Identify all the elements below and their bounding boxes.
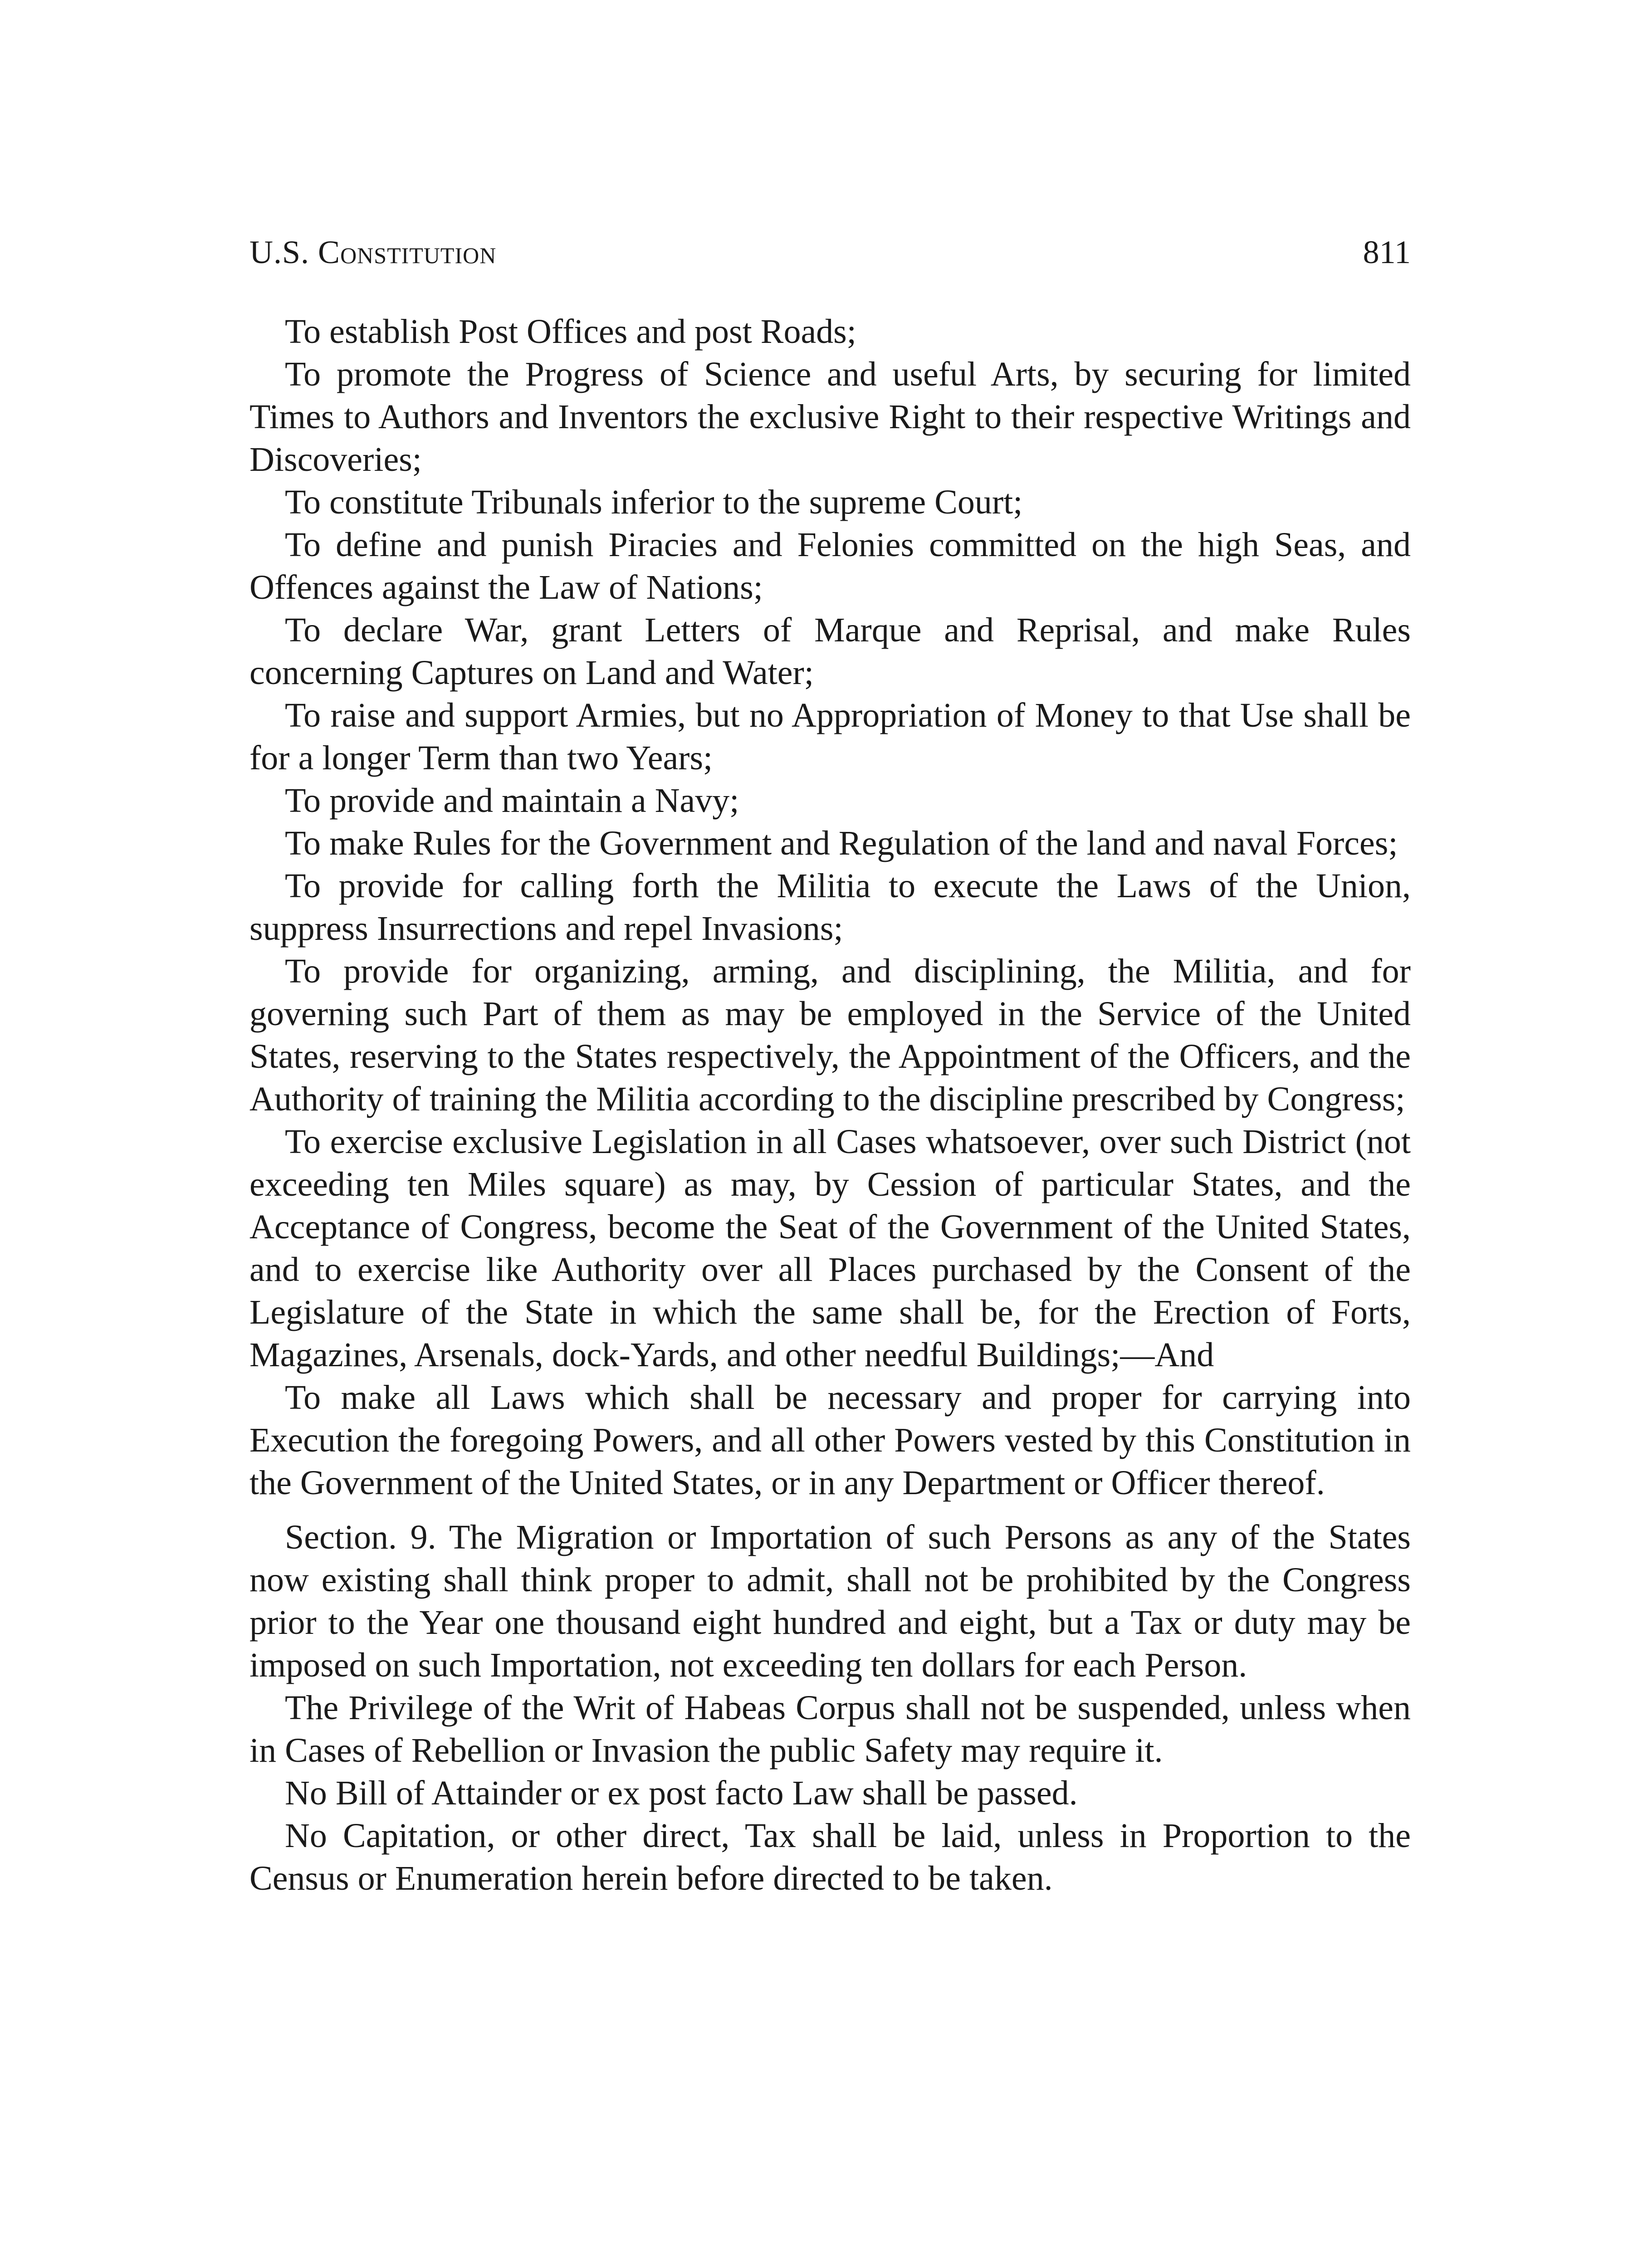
paragraph-navy: To provide and maintain a Navy;	[285, 782, 739, 820]
body-text	[249, 310, 1411, 1900]
paragraph-habeas-corpus: The Privilege of the Writ of Habeas Corpus shall not be suspended, unless when in Cases of Rebellion or Invasion the public Safety may require it.	[249, 1689, 1411, 1769]
paragraph-militia-organizing: To provide for organizing, arming, and disciplining, the Militia, and for governing such Part of them as may be employed in the Service of the United States, reserving to the States respectively, the Appointment of the Officers, and the Authority of training the Militia according to the discipline prescribed by Congress;	[249, 952, 1411, 1118]
document-page	[249, 227, 1411, 1900]
paragraph-piracies: To define and punish Piracies and Felonies committed on the high Seas, and Offences against the Law of Nations;	[249, 526, 1411, 606]
paragraph-bill-of-attainder: No Bill of Attainder or ex post facto Law shall be passed.	[285, 1774, 1078, 1812]
page-number: 811	[1363, 234, 1411, 270]
paragraph-progress-of-science: To promote the Progress of Science and useful Arts, by securing for limited Times to Authors and Inventors the exclusive Right to their respective Writings and Discoveries;	[249, 355, 1411, 479]
paragraph-necessary-and-proper: To make all Laws which shall be necessary and proper for carrying into Execution the foregoing Powers, and all other Powers vested by this Constitution in the Government of the United States, or in any Department or Officer thereof.	[249, 1378, 1411, 1502]
paragraph-exclusive-legislation: To exercise exclusive Legislation in all Cases whatsoever, over such District (not exceeding ten Miles square) as may, by Cession of particular States, and the Acceptance of Congress, become the Seat of the Government of the United States, and to exercise like Authority over all Places purchased by the Consent of the Legislature of the State in which the same shall be, for the Erection of Forts, Magazines, Arsenals, dock-Yards, and other needful Buildings;—And	[249, 1123, 1411, 1374]
paragraph-armies: To raise and support Armies, but no Appropriation of Money to that Use shall be for a longer Term than two Years;	[249, 696, 1411, 777]
paragraph-declare-war: To declare War, grant Letters of Marque and Reprisal, and make Rules concerning Captures on Land and Water;	[249, 611, 1411, 692]
paragraph-capitation: No Capitation, or other direct, Tax shall be laid, unless in Proportion to the Census or Enumeration herein before directed to be taken.	[249, 1817, 1411, 1897]
running-title: U.S. Constitution	[249, 234, 497, 270]
paragraph-land-naval-forces: To make Rules for the Government and Regulation of the land and naval Forces;	[285, 824, 1398, 862]
paragraph-post-offices: To establish Post Offices and post Roads;	[285, 313, 856, 351]
paragraph-tribunals: To constitute Tribunals inferior to the supreme Court;	[285, 483, 1023, 521]
running-header	[249, 227, 1411, 277]
paragraph-militia-calling: To provide for calling forth the Militia to execute the Laws of the Union, suppress Insurrections and repel Invasions;	[249, 867, 1411, 948]
paragraph-section-9-migration: Section. 9. The Migration or Importation of such Persons as any of the States now existing shall think proper to admit, shall not be prohibited by the Congress prior to the Year one thousand eight hundred and eight, but a Tax or duty may be imposed on such Importation, not exceeding ten dollars for each Person.	[249, 1518, 1411, 1684]
